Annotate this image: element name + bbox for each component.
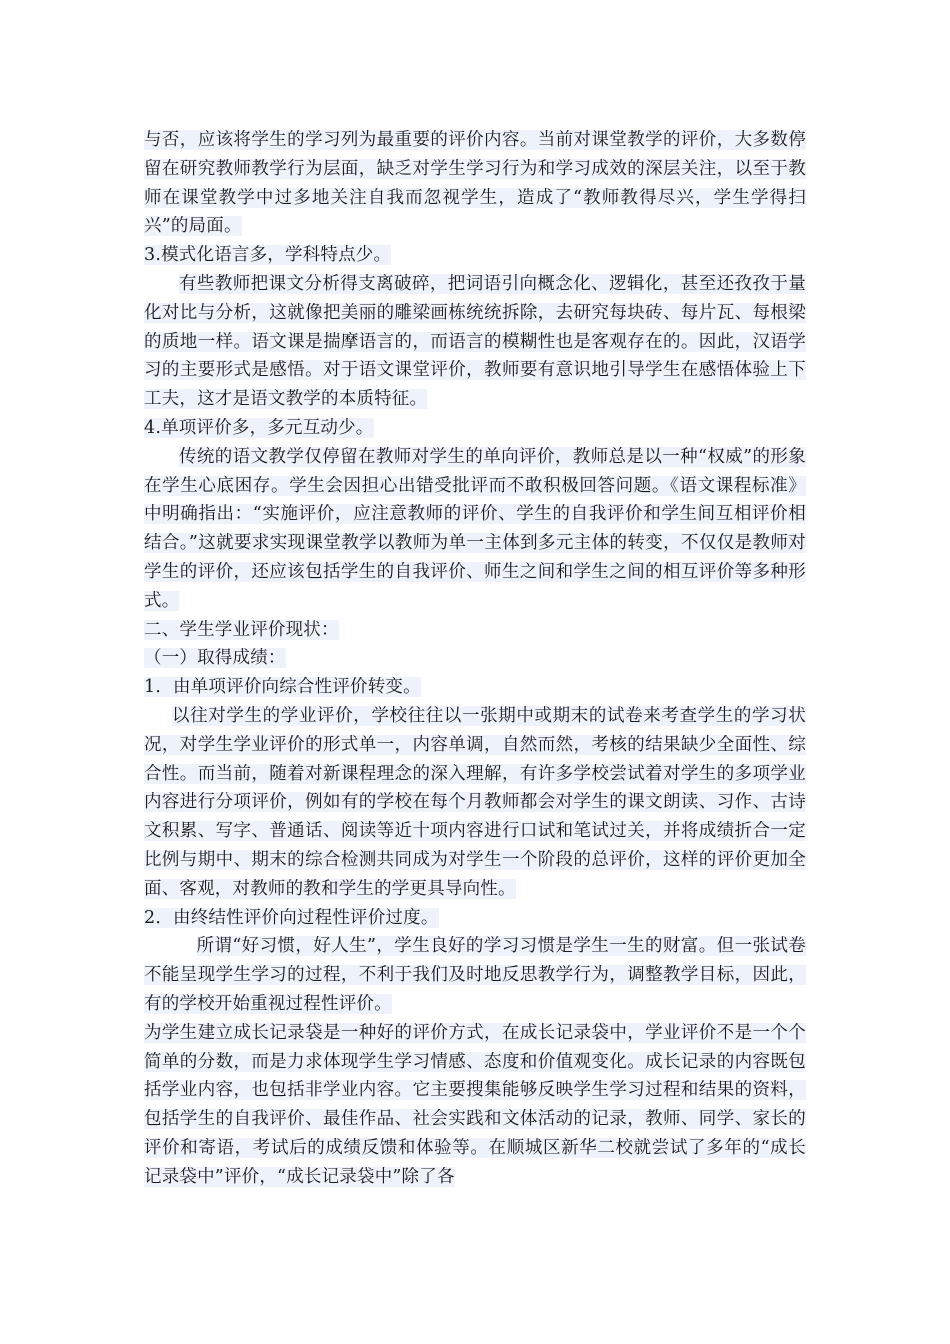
heading-4-text: 4.单项评价多，多元互动少。: [144, 417, 374, 438]
item-heading-1-text: 1．由单项评价向综合性评价转变。: [144, 677, 421, 698]
section-heading-2-text: 二、学生学业评价现状：: [144, 619, 339, 640]
heading-4: [144, 414, 806, 443]
paragraph-2: [144, 270, 806, 414]
item-heading-2: [144, 904, 806, 933]
paragraph-1: [144, 126, 806, 241]
document-body: [144, 126, 806, 1191]
paragraph-5: [144, 932, 806, 1018]
paragraph-1-text: 与否，应该将学生的学习列为最重要的评价内容。当前对课堂教学的评价，大多数停留在研究教师教学行为层面，缺乏对学生学习行为和学习成效的深层关注，以至于教师在课堂教学中过多地关注自我而忽视学生，造成了“教师教得尽兴，学生学得扫兴”的局面。: [144, 130, 806, 237]
subsection-heading-1: [144, 644, 806, 673]
item-heading-1: [144, 673, 806, 702]
heading-3: [144, 241, 806, 270]
paragraph-3: [144, 443, 806, 616]
paragraph-2-text: 有些教师把课文分析得支离破碎，把词语引向概念化、逻辑化，甚至还孜孜于量化对比与分析，这就像把美丽的雕梁画栋统统拆除，去研究每块砖、每片瓦、每根梁的质地一样。语文课是揣摩语言的，而语言的模糊性也是客观存在的。因此，汉语学习的主要形式是感悟。对于语文课堂评价，教师要有意识地引导学生在感悟体验上下工夫，这才是语文教学的本质特征。: [144, 273, 806, 410]
item-heading-2-text: 2．由终结性评价向过程性评价过度。: [144, 907, 439, 928]
paragraph-4: [144, 702, 806, 904]
paragraph-3-text: 传统的语文教学仅停留在教师对学生的单向评价，教师总是以一种“权威”的形象在学生心底困存。学生会因担心出错受批评而不敢积极回答问题。《语文课程标准》中明确指出：“实施评价，应注意教师的评价、学生的自我评价和学生间互相评价相结合。”这就要求实现课堂教学以教师为单一主体到多元主体的转变，不仅仅是教师对学生的评价，还应该包括学生的自我评价、师生之间和学生之间的相互评价等多种形式。: [144, 446, 806, 611]
paragraph-6-text: 为学生建立成长记录袋是一种好的评价方式，在成长记录袋中，学业评价不是一个个简单的分数，而是力求体现学生学习情感、态度和价值观变化。成长记录的内容既包括学业内容，也包括非学业内容。它主要搜集能够反映学生学习过程和结果的资料，包括学生的自我评价、最佳作品、社会实践和文体活动的记录，教师、同学、家长的评价和寄语，考试后的成绩反馈和体验等。在顺城区新华二校就尝试了多年的“成长记录袋中”评价，“成长记录袋中”除了各: [144, 1022, 806, 1187]
paragraph-6: [144, 1019, 806, 1192]
heading-3-text: 3.模式化语言多，学科特点少。: [144, 245, 392, 266]
paragraph-5-text: 所谓“好习惯，好人生”，学生良好的学习习惯是学生一生的财富。但一张试卷不能呈现学生学习的过程，不利于我们及时地反思教学行为，调整教学目标，因此，有的学校开始重视过程性评价。: [144, 936, 806, 1014]
subsection-heading-1-text: （一）取得成绩：: [144, 648, 286, 669]
paragraph-4-text: 以往对学生的学业评价，学校往往以一张期中或期末的试卷来考查学生的学习状况，对学生学业评价的形式单一，内容单调，自然而然，考核的结果缺少全面性、综合性。而当前，随着对新课程理念的深入理解，有许多学校尝试着对学生的多项学业内容进行分项评价，例如有的学校在每个月教师都会对学生的课文朗读、习作、古诗文积累、写字、普通话、阅读等近十项内容进行口试和笔试过关，并将成绩折合一定比例与期中、期末的综合检测共同成为对学生一个阶段的总评价，这样的评价更加全面、客观，对教师的教和学生的学更具导向性。: [144, 705, 806, 899]
section-heading-2: [144, 616, 806, 645]
